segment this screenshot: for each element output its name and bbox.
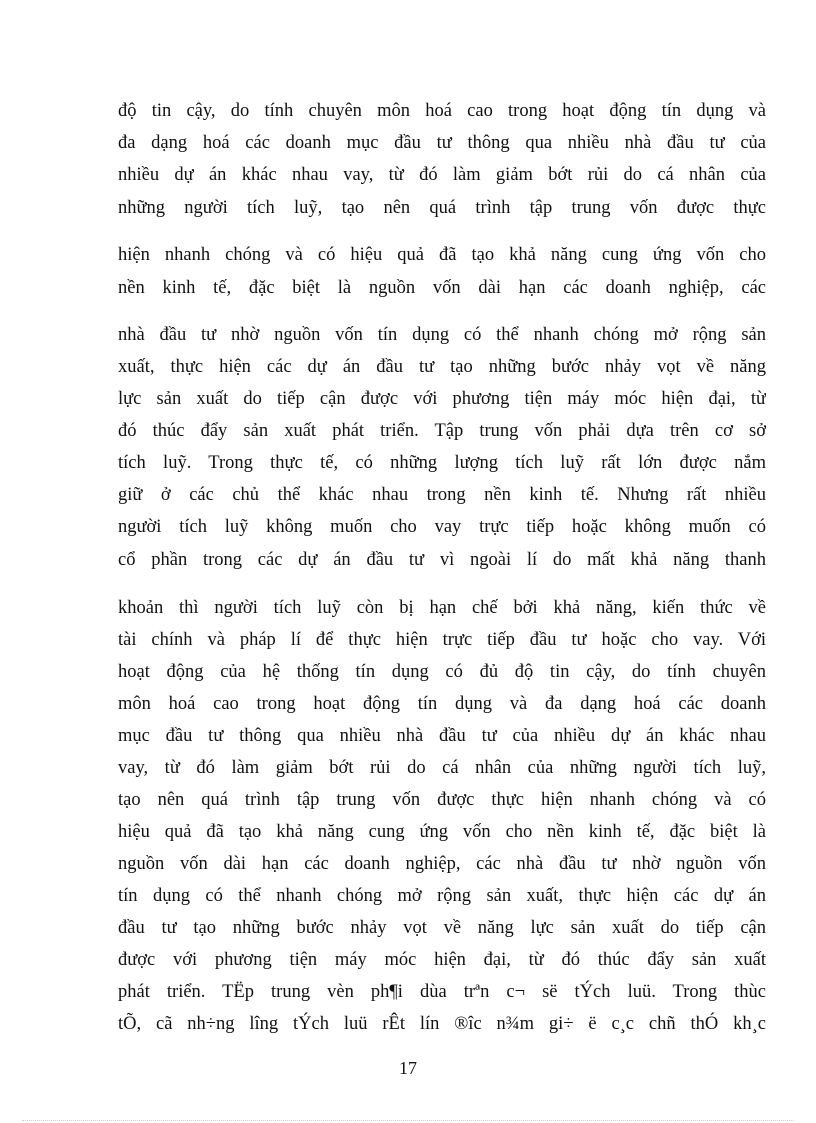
text-line: vay, từ đó làm giảm bớt rủi do cá nhân của những người tích luỹ, (118, 758, 766, 778)
text-line: tích luỹ. Trong thực tế, có những lượng tích luỹ rất lớn được nắm (118, 453, 766, 473)
text-line: tÕ, cã nh÷ng lîng tÝch luü rÊt lín ®îc n¾m gi÷ ë c¸c chñ thÓ kh¸c (118, 1014, 766, 1034)
text-line: người tích luỹ không muốn cho vay trực tiếp hoặc không muốn có (118, 517, 766, 537)
page-bottom-divider (22, 1120, 794, 1121)
text-line: môn hoá cao trong hoạt động tín dụng và đa dạng hoá các doanh (118, 694, 766, 714)
text-line: lực sản xuất do tiếp cận được với phương tiện máy móc hiện đại, từ (118, 389, 766, 409)
text-line: nhiều dự án khác nhau vay, từ đó làm giảm bớt rủi do cá nhân của (118, 165, 766, 185)
text-line: những người tích luỹ, tạo nên quá trình tập trung vốn được thực (118, 198, 766, 218)
text-line: tín dụng có thể nhanh chóng mở rộng sản xuất, thực hiện các dự án (118, 886, 766, 906)
text-line: đó thúc đẩy sản xuất phát triển. Tập trung vốn phải dựa trên cơ sở (118, 421, 766, 441)
text-line: xuất, thực hiện các dự án đầu tư tạo những bước nhảy vọt về năng (118, 357, 766, 377)
text-line: hoạt động của hệ thống tín dụng có đủ độ tin cậy, do tính chuyên (118, 662, 766, 682)
text-line: nguồn vốn dài hạn các doanh nghiệp, các nhà đầu tư nhờ nguồn vốn (118, 854, 766, 874)
text-line: tài chính và pháp lí để thực hiện trực tiếp đầu tư hoặc cho vay. Với (118, 630, 766, 650)
text-line: đầu tư tạo những bước nhảy vọt về năng lực sản xuất do tiếp cận (118, 918, 766, 938)
text-line: giữ ở các chủ thể khác nhau trong nền kinh tế. Nhưng rất nhiều (118, 485, 766, 505)
text-line: tạo nên quá trình tập trung vốn được thực hiện nhanh chóng và có (118, 790, 766, 810)
text-line: hiện nhanh chóng và có hiệu quả đã tạo khả năng cung ứng vốn cho (118, 245, 766, 265)
text-line: nền kinh tế, đặc biệt là nguồn vốn dài hạn các doanh nghiệp, các (118, 278, 766, 298)
text-line: nhà đầu tư nhờ nguồn vốn tín dụng có thể nhanh chóng mở rộng sản (118, 325, 766, 345)
text-line: độ tin cậy, do tính chuyên môn hoá cao trong hoạt động tín dụng và (118, 101, 766, 121)
text-line: mục đầu tư thông qua nhiều nhà đầu tư của nhiều dự án khác nhau (118, 726, 766, 746)
text-line: đa dạng hoá các doanh mục đầu tư thông qua nhiều nhà đầu tư của (118, 133, 766, 153)
text-line: cổ phần trong các dự án đầu tư vì ngoài lí do mất khả năng thanh (118, 550, 766, 570)
page-number: 17 (399, 1058, 417, 1078)
text-line: được với phương tiện máy móc hiện đại, từ đó thúc đẩy sản xuất (118, 950, 766, 970)
text-line: khoản thì người tích luỹ còn bị hạn chế bởi khả năng, kiến thức về (118, 598, 766, 618)
text-line: hiệu quả đã tạo khả năng cung ứng vốn cho nền kinh tế, đặc biệt là (118, 822, 766, 842)
text-line: phát triển. TËp trung vèn ph¶i dùa trªn c¬ së tÝch luü. Trong thùc (118, 982, 766, 1002)
